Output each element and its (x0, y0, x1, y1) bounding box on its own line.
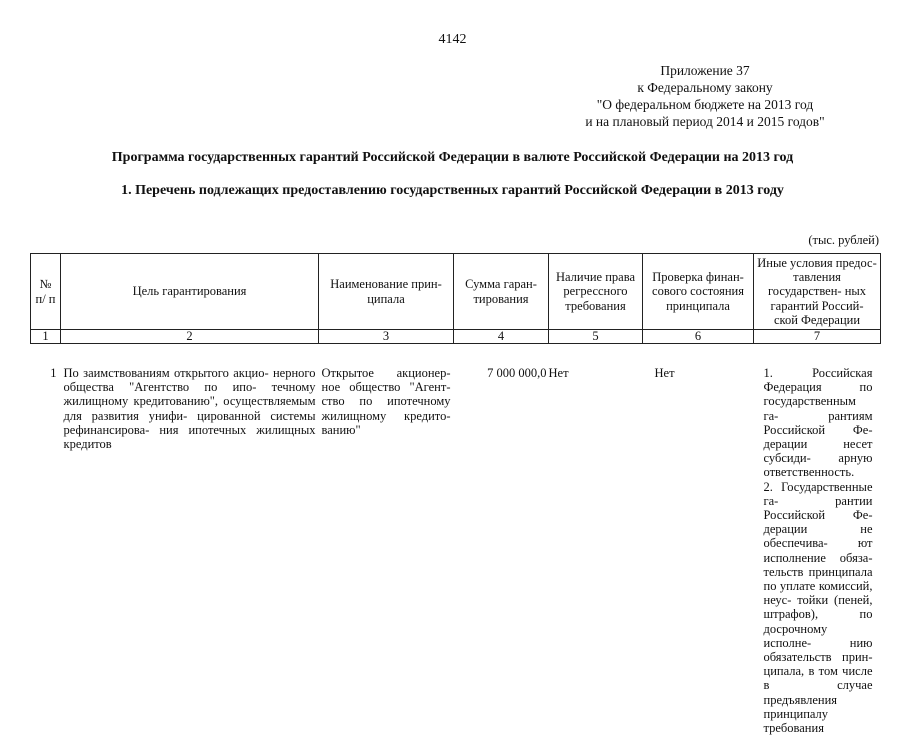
principal-name: Открытое акционер- ное общество "Агент- ство по ипотечному жилищному кредито- ванию" (321, 366, 451, 437)
column-number-row (31, 330, 881, 344)
column-header: № п/ п (31, 254, 61, 330)
column-number: 5 (549, 330, 643, 344)
appendix-line: к Федеральному закону (637, 80, 773, 95)
appendix-header (555, 62, 855, 130)
appendix-line: "О федеральном бюджете на 2013 год (596, 97, 814, 112)
column-number: 3 (319, 330, 454, 344)
column-header: Сумма гаран- тирования (454, 254, 549, 330)
document-title: Программа государственных гарантий Российской Федерации в валюте Российской Федерации на 2013 год (111, 150, 794, 165)
section-title: 1. Перечень подлежащих предоставлению государственных гарантий Российской Федерации в 2013 году (121, 183, 784, 198)
guarantee-purpose: По заимствованиям открытого акцио- нерного общества "Агентство по ипо- течному жилищному кредитованию", осуществляемым для развития унифи- цированной системы рефинансирова- ния ипотечных жилищных кредитов (63, 366, 316, 452)
column-header: Иные условия предос- тавления государствен- ных гарантий Россий- ской Федерации (754, 254, 881, 330)
appendix-line: Приложение 37 (660, 63, 750, 78)
column-number: 4 (454, 330, 549, 344)
column-number: 2 (61, 330, 319, 344)
condition-item: 1. Российская Федерация по государственным га- рантиям Российской Фе- дерации несет субсиди- арную ответственность. (763, 366, 873, 480)
column-header: Наличие права регрессного требования (549, 254, 643, 330)
guarantee-amount: 7 000 000,0 (487, 366, 547, 381)
column-header: Проверка финан- сового состояния принципала (643, 254, 754, 330)
guarantees-table (30, 253, 881, 735)
financial-check: Нет (654, 366, 675, 381)
column-header: Наименование прин- ципала (319, 254, 454, 330)
appendix-line: и на плановый период 2014 и 2015 годов" (585, 114, 825, 129)
table-header-row (31, 254, 881, 330)
condition-item: 2. Государственные га- рантии Российской Фе- дерации не обеспечива- ют исполнение обяза- тельств принципала по уплате комиссий, неус- тойки (пеней, штрафов), по досрочному исполне- нию обязательств прин- ципала, в том числе в случае предъявления принципалу требования (763, 479, 873, 735)
regress-right: Нет (548, 366, 569, 381)
column-number: 1 (31, 330, 61, 344)
row-number: 1 (50, 366, 57, 381)
column-number: 7 (754, 330, 881, 344)
units-label: (тыс. рублей) (808, 233, 879, 247)
column-header: Цель гарантирования (61, 254, 319, 330)
other-conditions (754, 344, 881, 735)
page-number: 4142 (438, 32, 467, 47)
column-number: 6 (643, 330, 754, 344)
table-row (31, 344, 881, 735)
